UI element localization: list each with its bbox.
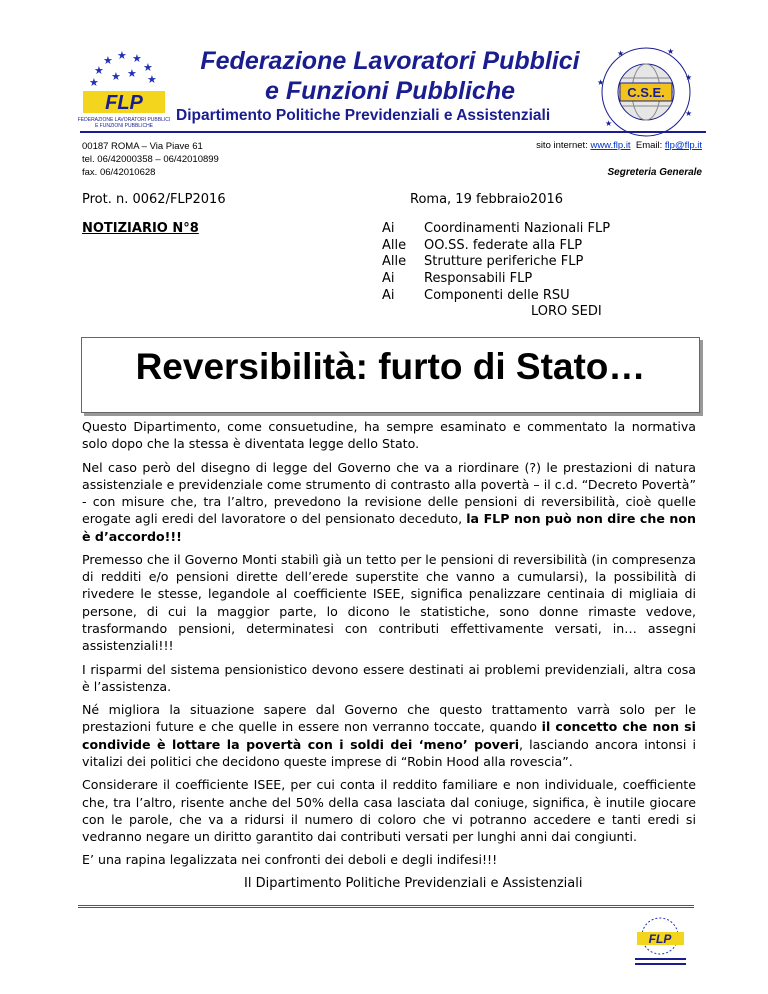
email-label: Email: [630,140,665,151]
footer-logo-text: FLP [648,932,672,946]
email-link[interactable]: flp@flp.it [664,140,702,151]
notiziario-number: NOTIZIARIO N°8 [82,221,199,236]
svg-text:★: ★ [111,70,121,83]
svg-text:★: ★ [89,76,99,89]
cse-logo-text: C.S.E. [627,85,665,100]
protocol-number: Prot. n. 0062/FLP2016 [82,192,226,207]
document-body [82,418,696,875]
paragraph-text: Questo Dipartimento, come consuetudine, ha sempre esaminato e commentato la normativa solo dopo che la stessa è diventata legge dello Stato. [82,419,696,452]
signature: Il Dipartimento Politiche Previdenziali e Assistenziali [244,876,583,891]
loro-sedi: LORO SEDI [531,304,602,319]
paragraph-text: Né migliora la situazione sapere dal Governo che questo trattamento varrà solo per le prestazioni future e che quelle in essere non verranno toccate, quando [82,702,696,735]
address-line: 00187 ROMA – Via Piave 61 [82,141,203,152]
document-date: Roma, 19 febbraio2016 [410,192,564,207]
org-name-line2: e Funzioni Pubbliche [265,77,515,105]
body-paragraph [82,851,696,868]
site-label: sito internet: [536,140,591,151]
svg-text:★: ★ [685,109,693,118]
body-paragraph [82,418,696,452]
recipient-prefixes [382,221,406,305]
recipient-name: Strutture periferiche FLP [424,254,584,270]
svg-text:★: ★ [147,73,157,86]
body-paragraph [82,701,696,770]
recipient-prefix: Alle [382,237,407,253]
paragraph-text: Considerare il coefficiente ISEE, per cui conta il reddito familiare e non individuale, coefficiente che, tra l’altro, risente anche del 50% della casa lasciata dal coniuge, significa, è inutile giocare con le parole, che va a ridursi il numero di coloro che vi potranno accedere e tanti eredi si vedranno negare un diritto garantito dai contributi versati per lunghi anni dai congiunti. [82,777,696,844]
cse-logo [587,40,705,140]
flp-logo [77,47,171,133]
svg-text:★: ★ [617,49,625,58]
department-name: Dipartimento Politiche Previdenziali e Assistenziali [176,107,551,124]
paragraph-text: Nel caso però del disegno di legge del Governo che va a riordinare (?) le prestazioni di natura assistenziale e previdenziale come strumento di contrasto alla povertà – il c.d. “Decreto Povertà” - con misure che, tra l’altro, prevedono la revisione delle pensioni di reversibilità, cioè quelle erogate agli eredi del lavoratore o del pensionato deceduto, [82,459,696,527]
paragraph-text: I risparmi del sistema pensionistico devono essere destinati ai problemi previdenziali, altra cosa è l’assistenza. [82,661,696,694]
svg-text:★: ★ [667,47,675,56]
contacts [536,140,702,151]
recipient-prefix: Alle [382,254,407,270]
bold-text: la FLP non può non dire che non è d’accordo!!! [82,511,696,544]
recipient-name: Coordinamenti Nazionali FLP [424,221,611,236]
svg-text:★: ★ [143,61,153,74]
bold-text: il concetto che non si condivide è lottare la povertà con i soldi dei ‘meno’ poveri [82,719,696,752]
paragraph-text: Premesso che il Governo Monti stabilì già un tetto per le pensioni di reversibilità (in compresenza di redditi e/o pensioni dirette dell’erede superstite che vanno a cumularsi), la possibilità di rivedere le stesse, legandole al coefficiente ISEE, significa penalizzare centinaia di migliaia di persone, di cui la maggior parte, lo dicono le statistiche, sono donne rimaste vedove, trasformando pensioni, determinatesi con contributi effettivamente versati, in… assegni assistenziali!!! [82,552,696,654]
svg-text:★: ★ [597,78,605,87]
phone-line: tel. 06/42000358 – 06/42010899 [82,154,219,165]
recipient-name: OO.SS. federate alla FLP [424,237,583,253]
svg-text:★: ★ [103,54,113,67]
svg-text:★: ★ [605,119,613,128]
org-name-line1: Federazione Lavoratori Pubblici [200,47,580,75]
recipient-prefix: Ai [382,221,395,236]
flp-logo-caption-2: E FUNZIONI PUBBLICHE [94,123,154,129]
footer-divider [78,905,694,908]
svg-text:★: ★ [127,67,137,80]
document-title: Reversibilità: furto di Stato… [135,346,646,387]
address-block [82,140,219,179]
svg-text:★: ★ [117,49,127,62]
recipient-name: Componenti delle RSU [424,287,570,303]
paragraph-text: E’ una rapina legalizzata nei confronti dei deboli e degli indifesi!!! [82,852,498,868]
flp-logo-caption-1: FEDERAZIONE LAVORATORI PUBBLICI [77,117,171,123]
segreteria-label: Segreteria Generale [607,167,702,178]
recipient-names [424,221,610,305]
svg-text:★: ★ [94,64,104,77]
recipient-prefix: Ai [382,287,395,303]
body-paragraph [82,551,696,654]
header-divider [80,131,706,133]
body-paragraph [82,459,696,545]
site-link[interactable]: www.flp.it [590,140,631,151]
svg-text:★: ★ [132,52,142,65]
body-paragraph [82,776,696,845]
body-paragraph [82,661,696,695]
paragraph-text: , lasciando ancora intonsi i vitalizi dei politici che decidono queste imprese di “Robin Hood alla rovescia”. [82,736,696,769]
recipient-prefix: Ai [382,271,395,287]
footer-flp-logo [627,914,694,974]
svg-text:★: ★ [685,73,693,82]
flp-logo-text: FLP [105,92,143,114]
org-name [180,46,600,106]
recipient-name: Responsabili FLP [424,271,533,287]
fax-line: fax. 06/42010628 [82,167,156,178]
